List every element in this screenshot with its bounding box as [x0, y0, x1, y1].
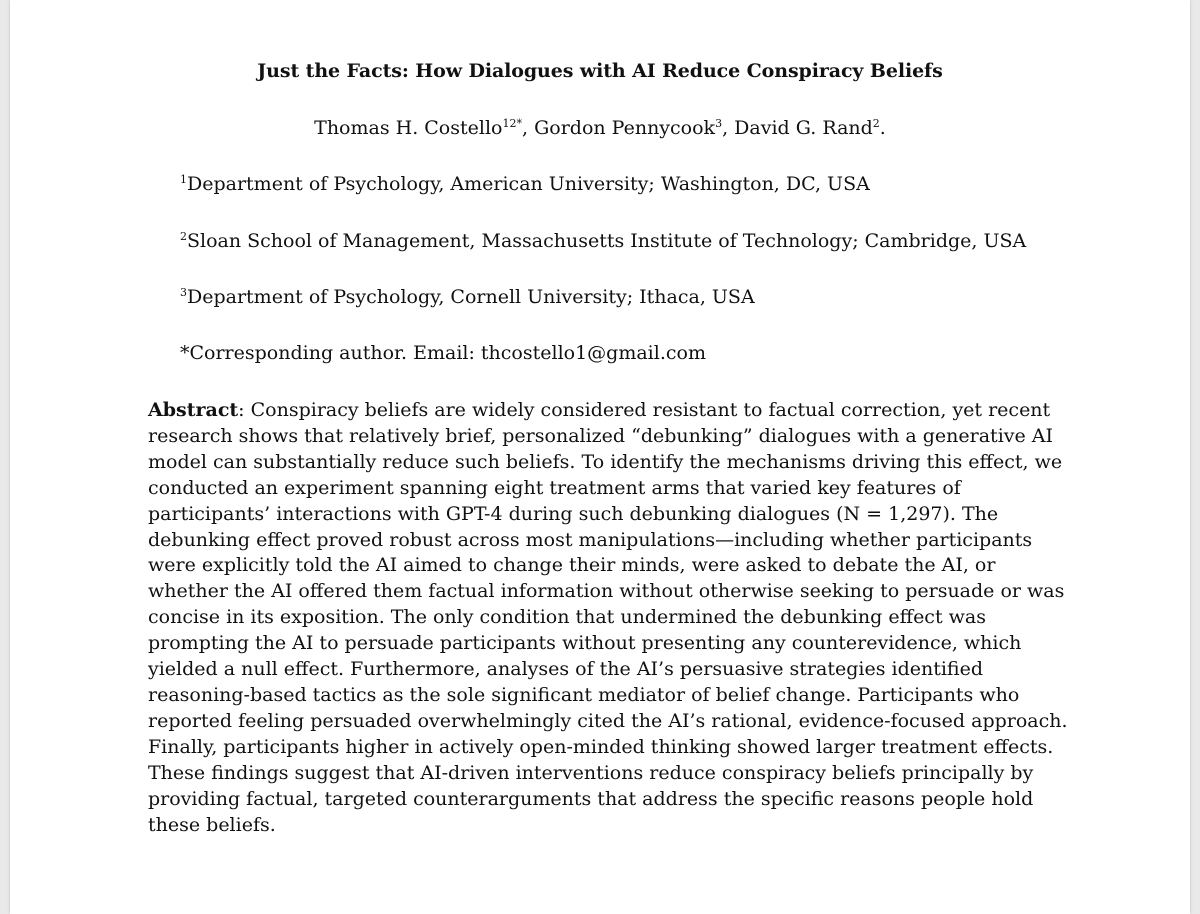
abstract-line: concise in its exposition. The only condition that undermined the debunking effect was: [148, 606, 986, 629]
abstract-line: These findings suggest that AI-driven interventions reduce conspiracy beliefs principally by: [148, 761, 1034, 784]
author-name: David G. Rand: [734, 117, 873, 139]
author-name: Thomas H. Costello: [314, 117, 503, 139]
abstract-line: research shows that relatively brief, personalized “debunking” dialogues with a generative AI: [148, 424, 1054, 447]
author-separator: .: [879, 117, 886, 139]
corresponding-author: *Corresponding author. Email: thcostello1@gmail.com: [180, 342, 706, 364]
affiliation-marker: 3: [180, 286, 187, 299]
author-affiliation-marker: 3: [715, 117, 723, 130]
affiliation-1: [180, 173, 870, 195]
abstract-line: whether the AI offered them factual information without otherwise seeking to persuade or was: [148, 580, 1065, 603]
abstract-line: Finally, participants higher in actively open-minded thinking showed larger treatment effects.: [148, 735, 1054, 758]
paper-title: Just the Facts: How Dialogues with AI Reduce Conspiracy Beliefs: [257, 60, 943, 82]
affiliation-text: Department of Psychology, Cornell University; Ithaca, USA: [187, 286, 755, 308]
affiliation-3: [180, 286, 755, 308]
author-separator: ,: [722, 117, 735, 139]
abstract-line: were explicitly told the AI aimed to change their minds, were asked to debate the AI, or: [148, 554, 996, 577]
affiliation-2: [180, 230, 1026, 252]
author-list: [0, 117, 1200, 139]
author-affiliation-marker: 2: [872, 117, 880, 130]
affiliation-marker: 1: [180, 173, 187, 186]
abstract-line: reasoning-based tactics as the sole significant mediator of belief change. Participants who: [148, 683, 1020, 706]
paper-page: [10, 0, 1190, 914]
abstract-line: prompting the AI to persuade participants without presenting any counterevidence, which: [148, 632, 1022, 655]
abstract-line: model can substantially reduce such beliefs. To identify the mechanisms driving this effect, we: [148, 450, 1063, 473]
abstract-line: Abstract: Conspiracy beliefs are widely considered resistant to factual correction, yet recent: [148, 399, 1051, 421]
abstract-label: Abstract: [148, 399, 239, 421]
abstract-line: reported feeling persuaded overwhelmingly cited the AI’s rational, evidence-focused approach.: [148, 709, 1068, 732]
abstract-line: yielded a null effect. Furthermore, analyses of the AI’s persuasive strategies identified: [148, 658, 983, 681]
affiliation-text: Department of Psychology, American University; Washington, DC, USA: [187, 173, 870, 195]
abstract-line: providing factual, targeted counterarguments that address the specific reasons people hold: [148, 787, 1034, 810]
author-name: Gordon Pennycook: [534, 117, 716, 139]
abstract-line: participants’ interactions with GPT-4 during such debunking dialogues (N = 1,297). The: [148, 502, 999, 525]
author-separator: ,: [521, 117, 535, 139]
affiliation-marker: 2: [180, 230, 187, 243]
abstract-line: debunking effect proved robust across most manipulations—including whether participants: [148, 528, 1033, 551]
abstract-line: these beliefs.: [148, 813, 276, 836]
affiliation-text: Sloan School of Management, Massachusetts Institute of Technology; Cambridge, USA: [187, 230, 1027, 252]
abstract-line: conducted an experiment spanning eight treatment arms that varied key features of: [148, 476, 961, 499]
author-affiliation-marker: 12*: [502, 117, 522, 130]
abstract: [148, 398, 1068, 838]
